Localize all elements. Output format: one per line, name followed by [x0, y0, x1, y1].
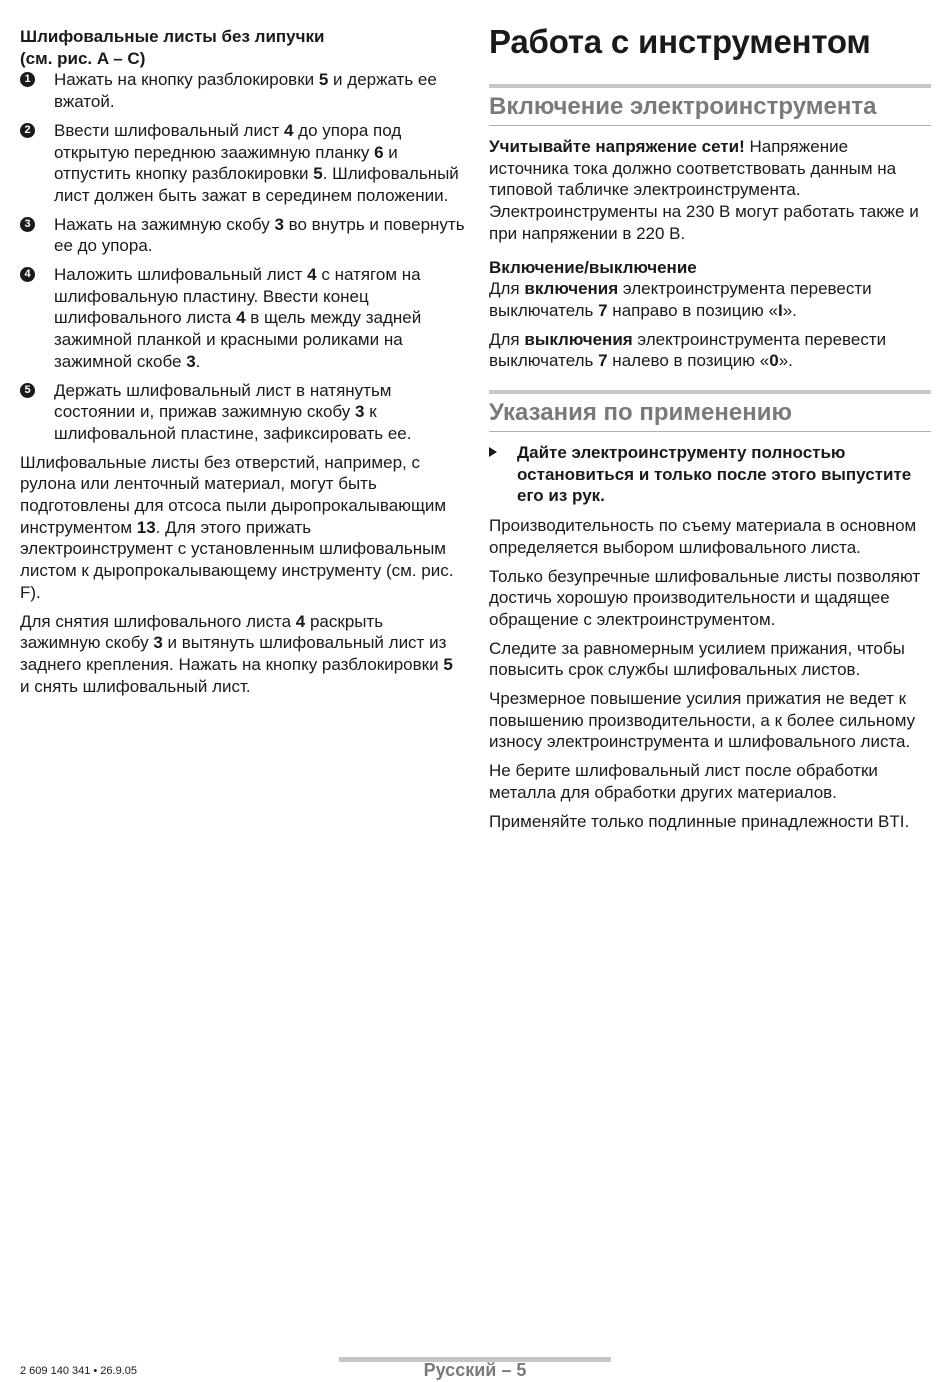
tip-paragraph: Производительность по съему материала в основном определяется выбором шлифовального листа.	[489, 516, 917, 557]
page-title: Работа с инструментом	[489, 23, 871, 60]
section-switching-on	[489, 84, 931, 372]
paragraph-switch-on: Для включения электроинструмента перевести выключатель 7 направо в позицию «I».	[489, 279, 872, 320]
paragraph-removal: Для снятия шлифовального листа 4 раскрыть зажимную скобу 3 и вытянуть шлифовальный лист из заднего крепления. Нажать на кнопку разблокировки 5 и снять шлифовальный лист.	[20, 611, 453, 696]
left-column	[20, 26, 465, 704]
step-4: 4 Наложить шлифовальный лист 4 с натягом на шлифовальную пластину. Ввести конец шлифовального листа 4 в щель между задней зажимной планкой и красными роликами на зажимной скобе 3.	[20, 264, 465, 373]
step-2: 2 Ввести шлифовальный лист 4 до упора под открытую переднюю заажимную планку 6 и отпустить кнопку разблокировки 5. Шлифовальный лист должен быть зажат в серединем положении.	[20, 120, 465, 207]
step-number-icon: 4	[20, 267, 35, 282]
tip-paragraph: Не берите шлифовальный лист после обработки металла для обработки других материалов.	[489, 761, 878, 802]
section-usage-tips	[489, 390, 931, 832]
step-3: 3 Нажать на зажимную скобу 3 во внутрь и повернуть ее до упора.	[20, 214, 465, 257]
step-number-icon: 2	[20, 123, 35, 138]
paragraph-switch-off: Для выключения электроинструмента перевести выключатель 7 налево в позицию «0».	[489, 329, 887, 371]
step-number-icon: 1	[20, 72, 35, 87]
step-number-icon: 3	[20, 217, 35, 232]
tip-paragraph: Применяйте только подлинные принадлежности BTI.	[489, 811, 910, 831]
step-5: 5 Держать шлифовальный лист в натянутьм состоянии и, прижав зажимную скобу 3 к шлифовальной пластине, зафиксировать ее.	[20, 380, 465, 445]
section-heading-tips: Указания по применению	[489, 398, 931, 432]
paragraph-perforation: Шлифовальные листы без отверстий, например, с рулона или ленточный материал, могут быть подготовлены для отсоса пыли дыропрокалывающим инструментом 13. Для этого прижать электроинструмент с установленным шлифовальным листом к дыропрокалывающему инструменту (см. рис. F).	[20, 452, 454, 602]
step-1: 1 Нажать на кнопку разблокировки 5 и держать ее вжатой.	[20, 69, 465, 112]
page-number: Русский – 5	[423, 1360, 527, 1380]
triangle-bullet-icon	[489, 447, 497, 457]
document-code: 2 609 140 341 • 26.9.05	[20, 1365, 138, 1377]
right-column	[489, 22, 931, 839]
tip-paragraph: Только безупречные шлифовальные листы позволяют достичь хорошую производительности и щадящее обращение с электроинструментом.	[489, 566, 921, 629]
step-number-icon: 5	[20, 383, 35, 398]
paragraph-voltage: Учитывайте напряжение сети! Напряжение источника тока должно соответствовать данным на типовой табличке электроинструмента. Электроинструменты на 230 В могут работать также и при напряжении в 220 В.	[489, 137, 919, 243]
subheading-on-off: Включение/выключение	[489, 257, 697, 277]
warning-bullet: Дайте электроинструменту полностью остановиться и только после этого выпустите его из рук.	[489, 442, 931, 507]
tip-paragraph: Чрезмерное повышение усилия прижатия не ведет к повышению производительности, а к более сильному износу электроинструмента и шлифовального листа.	[489, 689, 916, 752]
section-heading-switching: Включение электроинструмента	[489, 92, 931, 126]
mounting-steps	[20, 69, 465, 444]
tip-paragraph: Следите за равномерным усилием прижания, чтобы повысить срок службы шлифовальных листов.	[489, 638, 905, 680]
section-heading-sheets: Шлифовальные листы без липучки (см. рис. A – C)	[20, 27, 325, 68]
